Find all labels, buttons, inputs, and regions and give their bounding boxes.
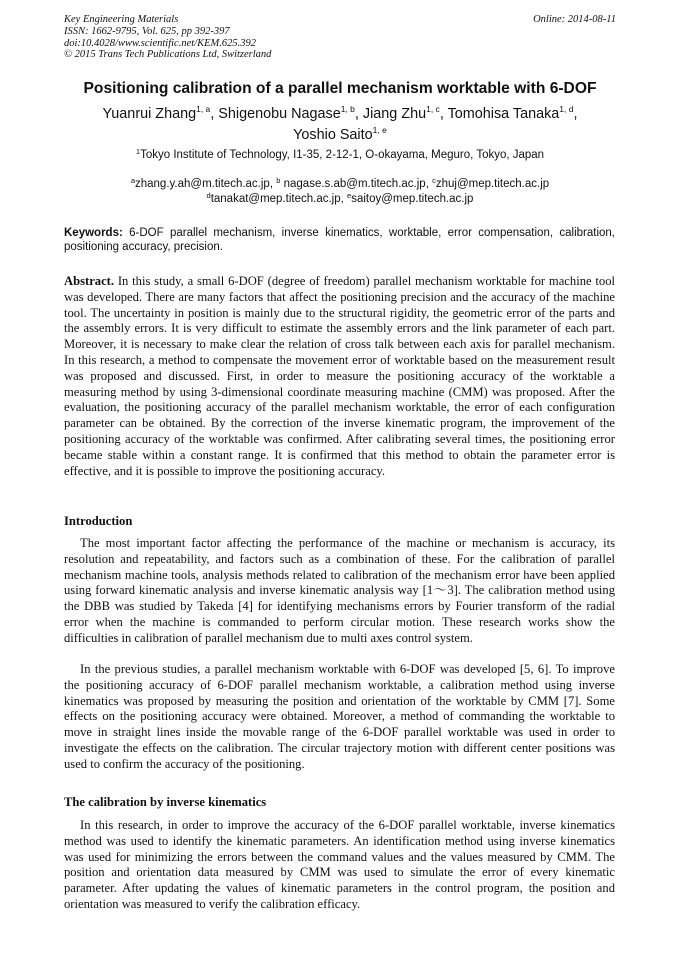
author-list: Yuanrui Zhang$^{1, a}$, Shigenobu Nagase$^{1, b}$, Jiang Zhu$^{1, c}$, Tomohisa Tanaka$^{1, d}$, Yoshio Saito$^{1, e}$ xyxy=(102,104,578,143)
journal-copyright: © 2015 Trans Tech Publications Ltd, Switzerland xyxy=(64,49,272,61)
journal-header xyxy=(64,14,616,61)
author-name: Tomohisa Tanaka xyxy=(447,106,560,122)
author-name: Yuanrui Zhang xyxy=(102,106,197,122)
section-heading-calibration: The calibration by inverse kinematics xyxy=(64,795,267,809)
email-address[interactable]: tanakat@mep.titech.ac.jp, xyxy=(210,193,344,205)
abstract-label: Abstract. xyxy=(64,274,115,288)
email-address[interactable]: nagase.s.ab@m.titech.ac.jp, xyxy=(283,178,429,190)
paragraph: The most important factor affecting the performance of the machine or mechanism is accuracy, its resolution and repeatability, and factors such as a combination of these. For the calibration of parallel mechanism machine tools, analysis methods related to calibration of the mechanism error have been applied using forward kinematic analysis and inverse kinematic analysis way [1～3]. The calibration method using the DBB was studied by Takeda [4] for identifying mechanisms errors by Fourier transform of the radial error when the machine is commanded to perform circular motion. These research works show the difficulties in calibration of parallel mechanism due to multi axes control system. xyxy=(64,536,615,645)
paragraph: In the previous studies, a parallel mechanism worktable with 6-DOF was developed [5, 6]. To improve the positioning accuracy of 6-DOF parallel mechanism worktable, a calibration method using inverse kinematics was proposed by measuring the position and orientation of the worktable by CMM [7]. Some effects on the positioning accuracy were obtained. Moreover, a method of commanding the worktable to move in straight lines inside the movable range of the 6-DOF parallel worktable was used in order to investigate the effects on the calibration. The circular trajectory motion with different center positions was used to confirm the accuracy of the positioning. xyxy=(64,662,615,771)
email-superscript: b xyxy=(276,176,281,185)
email-address[interactable]: zhang.y.ah@m.titech.ac.jp, xyxy=(135,178,274,190)
email-superscript: d xyxy=(206,191,211,200)
email-address[interactable]: saitoy@mep.titech.ac.jp xyxy=(351,193,474,205)
abstract-text: In this study, a small 6-DOF (degree of freedom) parallel mechanism worktable for machine tool was developed. There are many factors that affect the positioning precision and the accuracy of the machine tool. The uncertainty in position is mainly due to the structural rigidity, the geometric error of the parts and the assembly errors. It is very difficult to estimate the assembly errors and the link parameter of each part. Moreover, it is necessary to make clear the relation of cross talk between each axis for parallel mechanism. In this research, a method to compensate the movement error of worktable based on the measurement result was proposed and discussed. First, in order to measure the positioning accuracy of the worktable a measuring method by using 3-dimensional coordinate measuring machine (CMM) was proposed. After the evaluation, the positioning accuracy of the parallel mechanism worktable, the error of each configuration parameter can be obtained. By the correction of the inverse kinematic program, the improvement of the positioning accuracy of the worktable was confirmed. After calibrating several times, the positioning error became stable within a constant range. It is confirmed that this method to obtain the parameter error is effective, and it is possible to improve the positioning accuracy. xyxy=(64,274,615,478)
email-line xyxy=(80,178,600,190)
keywords-text: 6-DOF parallel mechanism, inverse kinematics, worktable, error compensation, calibration, positioning accuracy, precision. xyxy=(64,227,615,253)
author-superscript: 1, d xyxy=(559,104,574,114)
author-name: Yoshio Saito xyxy=(293,127,373,143)
paragraph: In this research, in order to improve the accuracy of the 6-DOF parallel worktable, inverse kinematics method was used to identify the kinematic parameters. An identification method using inverse kinematics was used for minimizing the errors between the command values and the values measured by CMM. The position and orientation data measured by CMM was used to simulate the error of every kinematic parameter. After updating the values of kinematic parameters in the control program, the position and orientation was measured to verify the calibration efficacy. xyxy=(64,818,615,911)
email-address[interactable]: zhuj@mep.titech.ac.jp xyxy=(435,178,550,190)
author-superscript: 1, e xyxy=(372,125,387,135)
keywords-label: Keywords: xyxy=(64,227,123,239)
paper-title: Positioning calibration of a parallel mechanism worktable with 6-DOF xyxy=(83,80,597,97)
email-superscript: e xyxy=(347,191,352,200)
affiliation-text: Tokyo Institute of Technology, I1-35, 2-12-1, O-okayama, Meguro, Tokyo, Japan xyxy=(140,149,545,161)
keywords xyxy=(64,226,615,254)
affiliation xyxy=(64,149,616,161)
email-superscript: c xyxy=(432,176,436,185)
journal-issn: ISSN: 1662-9795, Vol. 625, pp 392-397 xyxy=(64,25,230,37)
section-heading-introduction: Introduction xyxy=(64,514,133,528)
author-name: Jiang Zhu xyxy=(362,106,427,122)
online-date: Online: 2014-08-11 xyxy=(533,14,616,25)
author-name: Shigenobu Nagase xyxy=(218,106,341,122)
author-superscript: 1, c xyxy=(426,104,440,114)
author-superscript: 1, a xyxy=(196,104,211,114)
abstract xyxy=(64,274,615,479)
affiliation-superscript: 1 xyxy=(135,147,141,156)
journal-name: Key Engineering Materials xyxy=(64,14,179,25)
journal-doi: doi:10.4028/www.scientific.net/KEM.625.392 xyxy=(64,37,256,49)
email-line xyxy=(80,193,600,205)
email-superscript: a xyxy=(130,176,135,185)
author-superscript: 1, b xyxy=(340,104,355,114)
